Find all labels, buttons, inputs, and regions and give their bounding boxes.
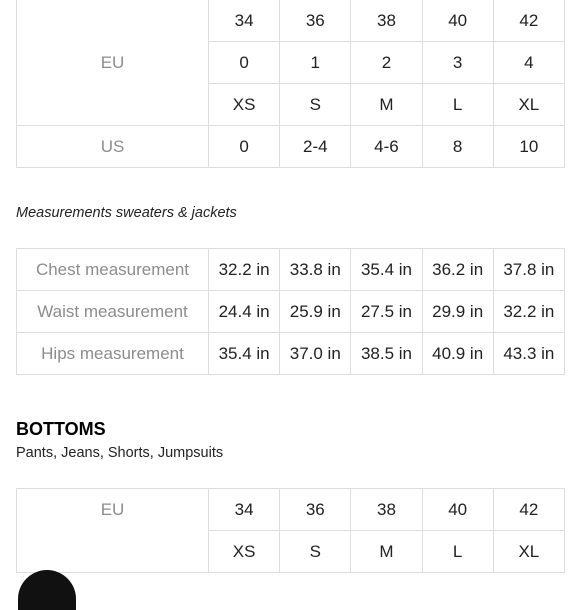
table-cell: 42 [493,489,564,531]
bottoms-title: BOTTOMS [16,419,106,439]
table-cell: 37.8 in [493,249,564,291]
table-cell: 40 [422,489,493,531]
table-cell: 34 [209,489,280,531]
table-cell: L [422,84,493,126]
table-row [17,0,565,42]
table-cell: XL [493,531,564,573]
table-cell: 32.2 in [493,291,564,333]
table-cell: 1 [280,42,351,84]
table-cell: 8 [422,126,493,168]
table-cell: S [280,531,351,573]
table-cell: 43.3 in [493,333,564,375]
us-label: US [17,126,209,168]
table-cell: 27.5 in [351,291,422,333]
table-cell: 2 [351,42,422,84]
table-cell: XS [209,84,280,126]
measurements-caption: Measurements sweaters & jackets [16,205,237,221]
table-cell: 0 [209,126,280,168]
table-cell: XL [493,84,564,126]
table-row [17,126,565,168]
table-cell: 38 [351,0,422,42]
eu-label: EU [17,0,209,126]
table-cell: 36.2 in [422,249,493,291]
hips-label: Hips measurement [17,333,209,375]
table-row [17,333,565,375]
chat-bubble-icon[interactable] [18,570,76,610]
eu-label: EU [17,489,209,573]
table-cell: XS [209,531,280,573]
table-cell: 34 [209,0,280,42]
table-cell: 35.4 in [209,333,280,375]
table-cell: 38.5 in [351,333,422,375]
table-row [17,249,565,291]
table-cell: 25.9 in [280,291,351,333]
table-cell: 0 [209,42,280,84]
table-row [17,489,565,531]
table-cell: 36 [280,489,351,531]
table-cell: 10 [493,126,564,168]
table-cell: 37.0 in [280,333,351,375]
table-cell: 36 [280,0,351,42]
table-cell: 33.8 in [280,249,351,291]
table-cell: 40.9 in [422,333,493,375]
table-cell: 3 [422,42,493,84]
table-cell: 38 [351,489,422,531]
measurements-table [16,248,565,375]
table-cell: 24.4 in [209,291,280,333]
table-cell: 35.4 in [351,249,422,291]
table-cell: 32.2 in [209,249,280,291]
bottoms-size-table [16,488,565,573]
table-cell: M [351,531,422,573]
table-cell: S [280,84,351,126]
table-cell: 4-6 [351,126,422,168]
table-cell: 2-4 [280,126,351,168]
table-cell: 40 [422,0,493,42]
table-cell: L [422,531,493,573]
size-conversion-table [16,0,565,168]
chest-label: Chest measurement [17,249,209,291]
table-cell: 4 [493,42,564,84]
bottoms-subtitle: Pants, Jeans, Shorts, Jumpsuits [16,445,224,461]
waist-label: Waist measurement [17,291,209,333]
table-cell: M [351,84,422,126]
table-row [17,291,565,333]
table-cell: 42 [493,0,564,42]
table-cell: 29.9 in [422,291,493,333]
